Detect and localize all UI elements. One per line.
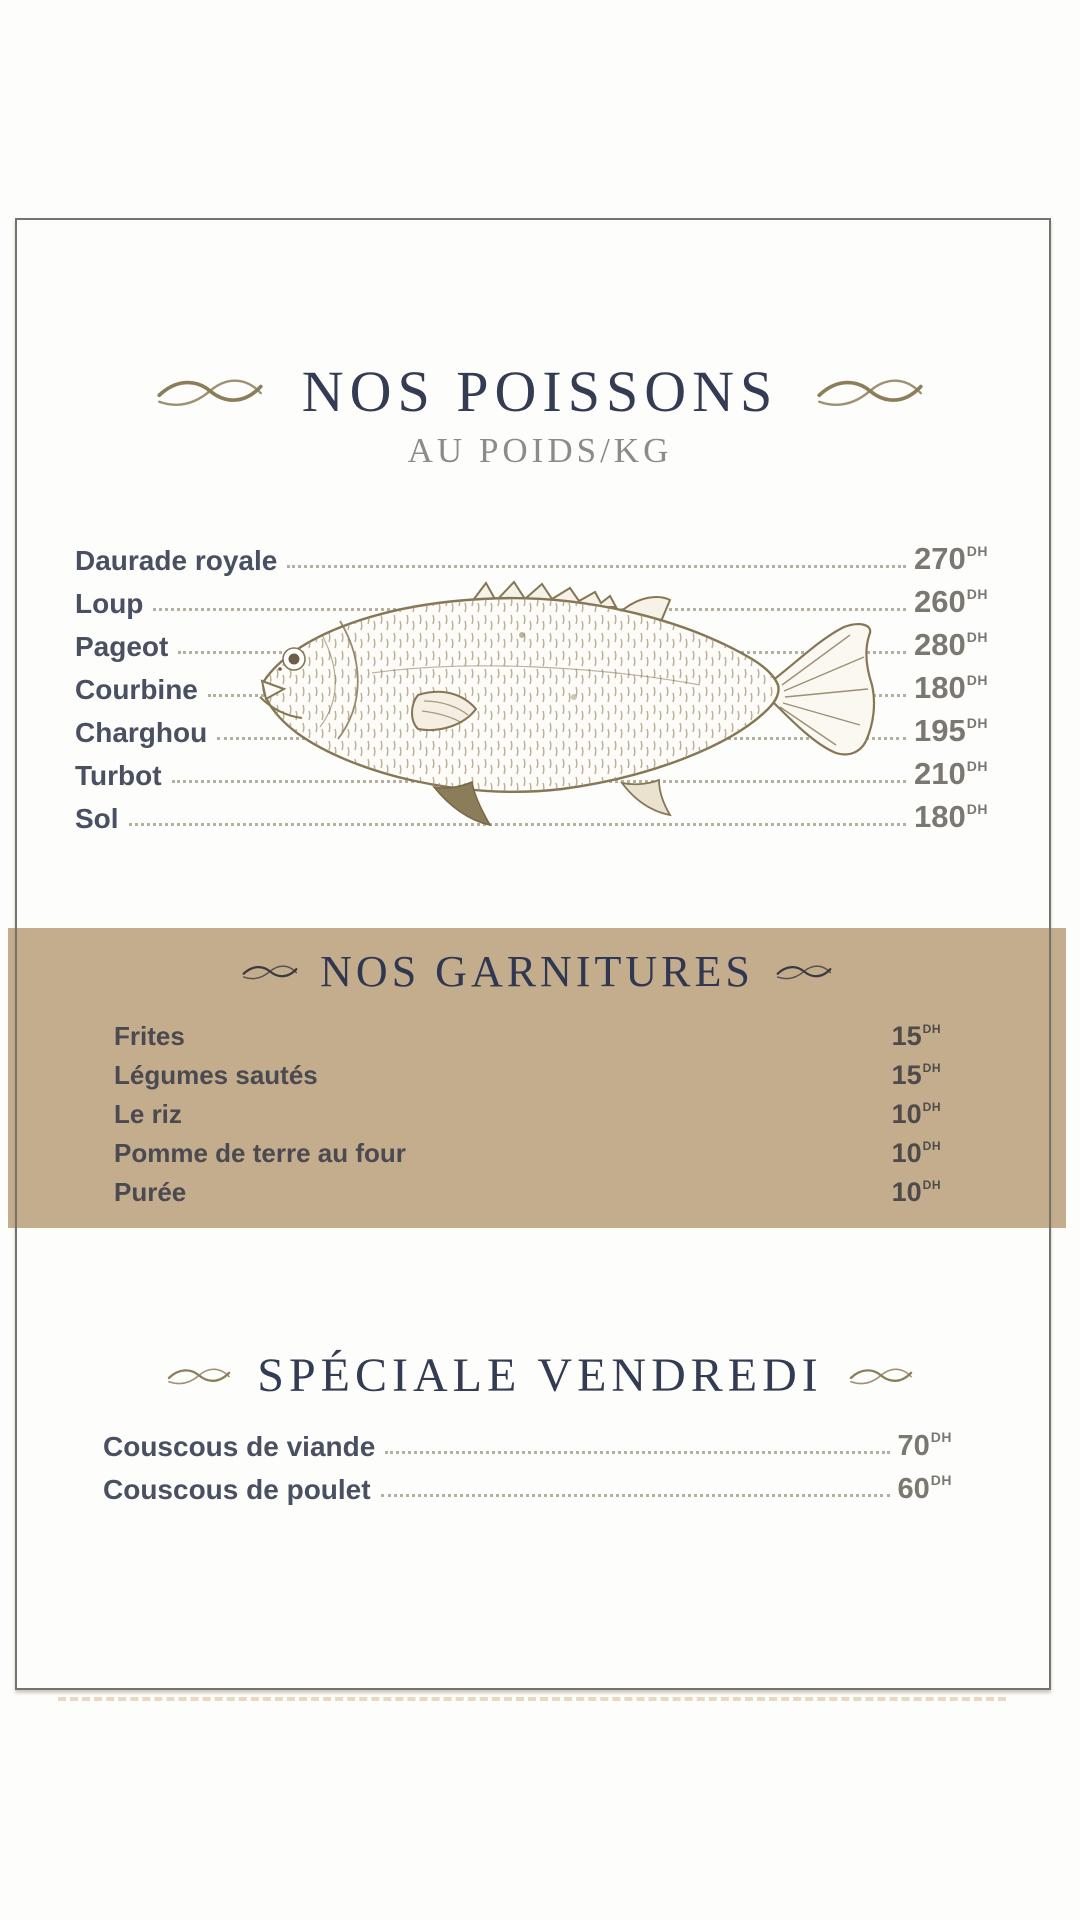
item-price (914, 670, 987, 706)
poissons-title: NOS POISSONS (301, 359, 779, 424)
item-name: Frites (114, 1021, 185, 1051)
wave-flourish-icon (167, 1365, 231, 1387)
menu-item-row (114, 1130, 940, 1169)
wave-flourish-icon (816, 373, 924, 411)
price-currency: DH (966, 800, 988, 817)
item-price (892, 1060, 940, 1091)
price-currency: DH (922, 1139, 941, 1153)
garnitures-title: NOS GARNITURES (320, 947, 754, 996)
poissons-subtitle: AU POIDS/KG (407, 431, 673, 470)
price-value: 195 (914, 713, 966, 748)
item-price (914, 541, 987, 577)
price-currency: DH (966, 714, 988, 731)
item-name: Pomme de terre au four (114, 1138, 406, 1168)
price-value: 260 (914, 584, 966, 619)
price-currency: DH (966, 628, 988, 645)
price-currency: DH (930, 1472, 952, 1489)
item-price (892, 1138, 940, 1169)
vendredi-list (103, 1420, 951, 1506)
item-name: Pageot (75, 631, 169, 662)
menu-item-row (114, 1091, 940, 1130)
item-price (898, 1430, 952, 1463)
item-price (914, 713, 987, 749)
item-name: Purée (114, 1177, 187, 1207)
menu-item-row (114, 1052, 940, 1091)
menu-item-row (103, 1420, 951, 1463)
item-price (892, 1021, 940, 1052)
menu-item-row (114, 1169, 940, 1208)
wave-flourish-icon (156, 373, 264, 411)
price-value: 280 (914, 627, 966, 662)
item-price (892, 1099, 940, 1130)
item-name: Couscous de poulet (103, 1474, 371, 1505)
price-currency: DH (930, 1429, 952, 1446)
item-name: Sol (75, 803, 119, 834)
garnitures-list (8, 1013, 1066, 1208)
dotted-leader (381, 1494, 890, 1497)
item-name: Le riz (114, 1099, 182, 1129)
menu-item-row (114, 1013, 940, 1052)
item-price (914, 799, 987, 835)
item-price (914, 584, 987, 620)
wave-flourish-icon (242, 962, 298, 982)
item-price (914, 756, 987, 792)
price-currency: DH (922, 1100, 941, 1114)
item-name: Courbine (75, 674, 198, 705)
price-currency: DH (966, 585, 988, 602)
price-currency: DH (966, 542, 988, 559)
price-currency: DH (922, 1061, 941, 1075)
vendredi-header (0, 1348, 1080, 1403)
price-value: 270 (914, 541, 966, 576)
price-value: 15 (891, 1021, 922, 1051)
price-value: 10 (891, 1177, 922, 1207)
price-value: 210 (914, 756, 966, 791)
item-price (892, 1177, 940, 1208)
wave-flourish-icon (849, 1365, 913, 1387)
price-value: 180 (914, 799, 966, 834)
menu-item-row (103, 1463, 951, 1506)
item-price (898, 1473, 952, 1506)
vendredi-title: SPÉCIALE VENDREDI (257, 1349, 823, 1402)
price-currency: DH (922, 1022, 941, 1036)
price-value: 70 (897, 1430, 930, 1462)
dotted-leader (287, 565, 906, 568)
garnitures-section (8, 928, 1066, 1228)
price-value: 10 (891, 1138, 922, 1168)
poissons-header (0, 358, 1080, 471)
price-value: 180 (914, 670, 966, 705)
decorative-dashed-line (58, 1697, 1006, 1701)
price-currency: DH (966, 671, 988, 688)
dotted-leader (385, 1451, 889, 1454)
item-name: Turbot (75, 760, 162, 791)
item-name: Daurade royale (75, 545, 278, 576)
price-currency: DH (922, 1178, 941, 1192)
price-value: 10 (891, 1099, 922, 1129)
price-currency: DH (966, 757, 988, 774)
price-value: 15 (891, 1060, 922, 1090)
menu-item-row (75, 534, 987, 577)
item-name: Charghou (75, 717, 208, 748)
item-name: Loup (75, 588, 144, 619)
item-name: Couscous de viande (103, 1431, 376, 1462)
price-value: 60 (897, 1473, 930, 1505)
wave-flourish-icon (776, 962, 832, 982)
item-name: Légumes sautés (114, 1060, 318, 1090)
item-price (914, 627, 987, 663)
fish-illustration (222, 576, 877, 828)
